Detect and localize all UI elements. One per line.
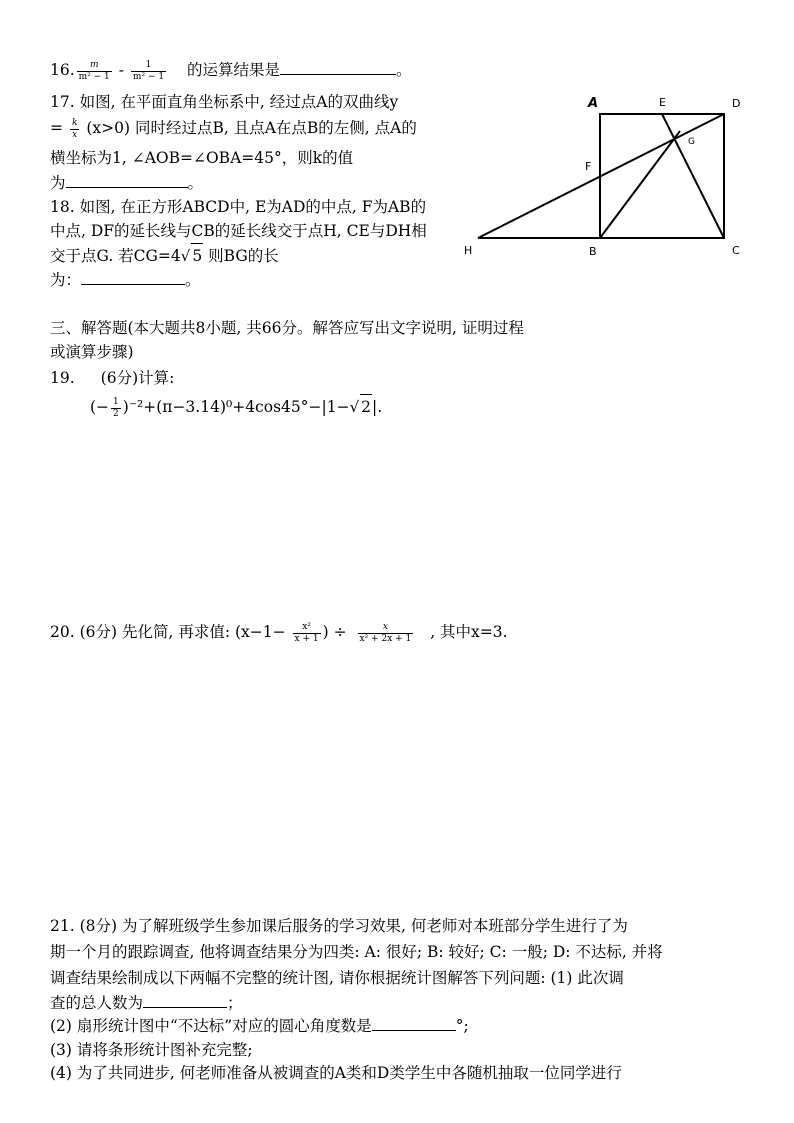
label-E: E [659, 96, 666, 109]
q21-line-6: (3) 请将条形统计图补充完整; [50, 1041, 253, 1059]
q19-expression: (− $\frac{1}{2}$ )⁻²+(π−3.14)⁰+4cos45°−|1−√ 2|. [90, 394, 382, 420]
q18-line-2: 中点, DF的延长线与CB的延长线交于点H, CE与DH相 [50, 222, 427, 240]
q21-line-7: (4) 为了共同进步, 何老师准备从被调查的A类和D类学生中各随机抽取一位同学进行 [50, 1064, 622, 1082]
q18-line-1: 18. 如图, 在正方形ABCD中, E为AD的中点, F为AB的 [50, 198, 427, 216]
question-20: 20. (6分) 先化简, 再求值: (x−1− $\frac{\text{x²}}{x + 1}$ ) ÷ $\frac{x}{\text{x² + 2x + 1}}$ , 其中x=3. [50, 621, 508, 644]
label-H: H [464, 244, 473, 257]
q16-fraction-2: $\frac{1}{\text{m² − 1}}$ [132, 59, 165, 82]
q21-line-4: 查的总人数为 ； [50, 994, 243, 1012]
q20-fraction-1: $\frac{\text{x²}}{x + 1}$ [294, 621, 319, 644]
q16-fraction-1: $\frac{m}{\text{m² − 1}}$ [78, 59, 110, 82]
q21-line-3: 调查结果绘制成以下两幅不完整的统计图, 请你根据统计图解答下列问题: (1) 此次调 [50, 969, 624, 987]
question-19: 19. (6分)计算: [50, 369, 175, 387]
label-G: G [688, 137, 695, 147]
section-3-heading-cont: 或演算步骤) [50, 343, 134, 361]
square-ABCD [600, 114, 724, 238]
q17-line-2: = $\frac{k}{x}$ (x>0) 同时经过点B, 且点A在点B的左侧, 点A的 [50, 117, 417, 140]
q17-line-3: 横坐标为1, ∠AOB=∠OBA=45°，则k的值 [50, 149, 354, 167]
q21-line-1: 21. (8分) 为了解班级学生参加课后服务的学习效果, 何老师对本班部分学生进行了为 [50, 917, 628, 935]
segment-EC [662, 114, 724, 238]
q17-line-1: 17. 如图, 在平面直角坐标系中, 经过点A的双曲线y [50, 93, 399, 111]
question-16: 16. $\frac{m}{\text{m² − 1}}$ - $\frac{1}{\text{m² − 1}}$ 的运算结果是 。 [50, 59, 412, 82]
q17-line-4: 为 。 [50, 174, 204, 192]
q21-line-2: 期一个月的跟踪调查, 他将调查结果分为四类: A: 很好; B: 较好; C: 一般; D: 不达标, 并将 [50, 943, 663, 961]
q18-line-4: 为： 。 [50, 271, 201, 289]
section-3-heading: 三、解答题(本大题共8小题, 共66分。解答应写出文字说明, 证明过程 [50, 319, 524, 337]
q21-total-blank[interactable] [143, 993, 227, 1008]
q20-fraction-2: $\frac{x}{\text{x² + 2x + 1}}$ [359, 621, 412, 644]
q21-angle-blank[interactable] [372, 1016, 456, 1031]
label-D: D [732, 97, 741, 110]
q18-line-3: 交于点G. 若CG=4√ 5 则BG的长 [50, 243, 279, 268]
q19-half-fraction: $\frac{1}{2}$ [113, 396, 119, 419]
label-C: C [732, 244, 740, 257]
label-F: F [585, 160, 592, 173]
label-B: B [589, 245, 597, 258]
q17-fraction: $\frac{k}{x}$ [71, 117, 78, 140]
q16-number: 16. [50, 61, 75, 79]
segment-BG [600, 131, 680, 238]
q21-line-5: (2) 扇形统计图中“不达标”对应的圆心角度数是 °; [50, 1017, 469, 1035]
label-A: A [588, 96, 599, 111]
